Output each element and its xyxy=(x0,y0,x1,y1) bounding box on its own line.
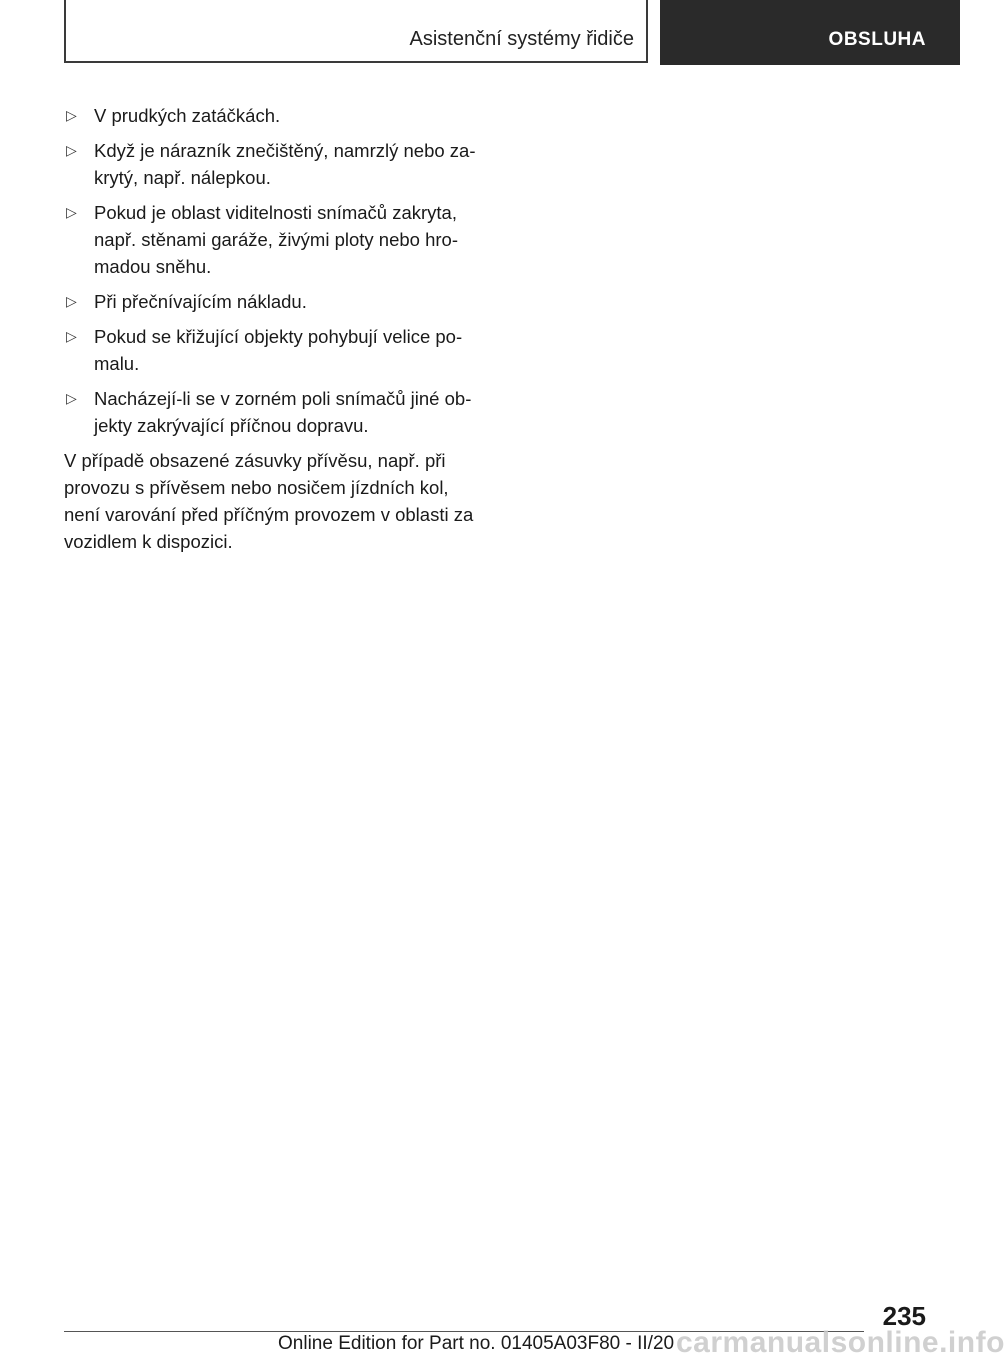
page-number: 235 xyxy=(882,1301,926,1331)
edition-info: Online Edition for Part no. 01405A03F80 - II/20 xyxy=(278,1333,675,1354)
chapter-title: OBSLUHA xyxy=(828,29,926,50)
page-header xyxy=(0,0,960,66)
triangle-bullet-icon: ▷ xyxy=(66,390,77,406)
triangle-bullet-icon: ▷ xyxy=(66,107,77,123)
section-header-box xyxy=(64,0,648,63)
section-title: Asistenční systémy řidiče xyxy=(409,28,634,50)
triangle-bullet-icon: ▷ xyxy=(66,328,77,344)
triangle-bullet-icon: ▷ xyxy=(66,204,77,220)
main-content xyxy=(64,102,478,555)
chapter-tab xyxy=(660,0,960,65)
list-item xyxy=(64,385,478,439)
list-item-text: Pokud se křižující objekty pohybují velice po- malu. xyxy=(94,326,463,374)
list-item xyxy=(64,199,478,280)
list-item xyxy=(64,323,478,377)
condition-list xyxy=(64,102,478,439)
list-item-text: V prudkých zatáčkách. xyxy=(94,105,281,126)
triangle-bullet-icon: ▷ xyxy=(66,142,77,158)
list-item xyxy=(64,288,478,315)
triangle-bullet-icon: ▷ xyxy=(66,293,77,309)
watermark: carmanualsonline.info xyxy=(676,1326,1005,1359)
list-item xyxy=(64,137,478,191)
list-item xyxy=(64,102,478,129)
list-item-text: Nacházejí-li se v zorném poli snímačů jiné ob- jekty zakrývající příčnou dopravu. xyxy=(94,388,472,436)
body-paragraph: V případě obsazené zásuvky přívěsu, např. při provozu s přívěsem nebo nosičem jízdních kol, není varování před příčným provozem v oblasti za vozidlem k dispozici. xyxy=(64,450,474,552)
list-item-text: Při přečnívajícím nákladu. xyxy=(94,291,307,312)
list-item-text: Pokud je oblast viditelnosti snímačů zakryta, např. stěnami garáže, živými ploty nebo hro- madou sněhu. xyxy=(94,202,459,277)
list-item-text: Když je nárazník znečištěný, namrzlý nebo za- krytý, např. nálepkou. xyxy=(94,140,476,188)
